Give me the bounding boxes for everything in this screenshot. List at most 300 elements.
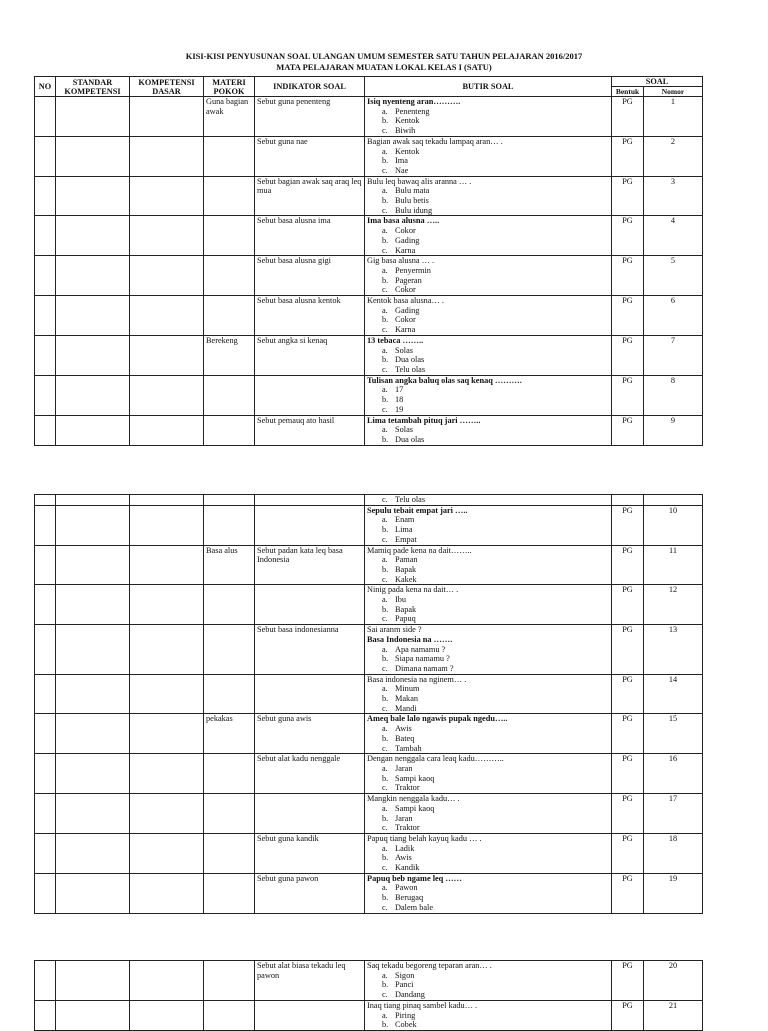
cell-no	[35, 1000, 56, 1030]
answer-option	[382, 285, 609, 295]
option-letter: c.	[382, 902, 388, 912]
option-text: Pawon	[395, 883, 418, 893]
cell-no	[35, 256, 56, 296]
answer-options	[367, 495, 609, 505]
option-text: Cokor	[395, 226, 416, 236]
cell-butir-soal	[365, 375, 612, 415]
option-text: Panci	[395, 980, 414, 990]
cell-indikator	[255, 674, 365, 714]
answer-option	[382, 236, 609, 246]
option-text: Berugaq	[395, 893, 424, 903]
table-row	[35, 833, 703, 873]
cell-materi-pokok	[204, 415, 255, 445]
option-text: 17	[395, 385, 404, 395]
answer-option	[382, 605, 609, 615]
cell-no	[35, 176, 56, 216]
table-row	[35, 335, 703, 375]
answer-option	[382, 614, 609, 624]
header-bentuk: Bentuk	[612, 87, 644, 97]
option-letter: a.	[382, 146, 388, 156]
cell-bentuk: PG	[612, 97, 644, 137]
question-text: Ameq bale lalo ngawis pupak ngedu…..	[367, 714, 508, 724]
answer-option	[382, 971, 609, 981]
option-letter: c.	[382, 823, 388, 833]
table-row	[35, 873, 703, 913]
cell-standar-kompetensi	[56, 585, 130, 625]
cell-bentuk: PG	[612, 873, 644, 913]
cell-bentuk: PG	[612, 833, 644, 873]
option-letter: c.	[382, 783, 388, 793]
option-letter: a.	[382, 763, 388, 773]
header-kompetensi-dasar: KOMPETENSI DASAR	[130, 77, 204, 97]
answer-option	[382, 664, 609, 674]
cell-nomor: 8	[644, 375, 703, 415]
answer-option	[382, 595, 609, 605]
answer-option	[382, 555, 609, 565]
answer-option	[382, 744, 609, 754]
question-text: Sepulu tebait empat jari …..	[367, 505, 468, 515]
option-text: Pageran	[395, 275, 422, 285]
cell-butir-soal	[365, 296, 612, 336]
answer-option	[382, 365, 609, 375]
question-text: Mamiq pade kena na dait……..	[367, 545, 472, 555]
cell-bentuk	[612, 495, 644, 506]
answer-option	[382, 126, 609, 136]
cell-indikator: Sebut bagian awak saq araq leq mua	[255, 176, 365, 216]
question-text: Dengan nenggala cara leaq kadu………..	[367, 754, 504, 764]
option-letter: a.	[382, 106, 388, 116]
option-text: Bateq	[395, 733, 415, 743]
option-letter: c.	[382, 663, 388, 673]
option-text: Biwih	[395, 126, 416, 136]
answer-option	[382, 645, 609, 655]
cell-butir-soal	[365, 505, 612, 545]
option-text: Dimana namam ?	[395, 663, 454, 673]
cell-butir-soal	[365, 97, 612, 137]
cell-no	[35, 545, 56, 585]
option-text: Solas	[395, 345, 413, 355]
question-text: Inaq tiang pinaq sambel kadu… .	[367, 1000, 478, 1010]
answer-options	[367, 595, 609, 624]
answer-option	[382, 355, 609, 365]
cell-butir-soal	[365, 794, 612, 834]
option-text: Dua olas	[395, 434, 425, 444]
option-letter: a.	[382, 385, 388, 395]
option-text: Ibu	[395, 595, 407, 605]
cell-no	[35, 754, 56, 794]
answer-option	[382, 823, 609, 833]
option-letter: a.	[382, 226, 388, 236]
cell-indikator	[255, 794, 365, 834]
cell-standar-kompetensi	[56, 296, 130, 336]
cell-standar-kompetensi	[56, 754, 130, 794]
question-text: Bagian awak saq tekadu lampaq aran… .	[367, 136, 503, 146]
option-text: Jaran	[395, 813, 413, 823]
option-text: Karna	[395, 325, 416, 335]
option-letter: a.	[382, 724, 388, 734]
option-text: Bapak	[395, 604, 417, 614]
cell-no	[35, 794, 56, 834]
option-letter: a.	[382, 515, 388, 525]
table-row	[35, 256, 703, 296]
table-row	[35, 176, 703, 216]
cell-bentuk: PG	[612, 794, 644, 834]
cell-standar-kompetensi	[56, 495, 130, 506]
answer-options	[367, 764, 609, 793]
cell-nomor: 7	[644, 335, 703, 375]
cell-nomor: 19	[644, 873, 703, 913]
cell-bentuk: PG	[612, 754, 644, 794]
cell-kompetensi-dasar	[130, 136, 204, 176]
answer-option	[382, 1020, 609, 1030]
cell-nomor: 16	[644, 754, 703, 794]
answer-option	[382, 883, 609, 893]
answer-option	[382, 734, 609, 744]
answer-options	[367, 804, 609, 833]
answer-options	[367, 724, 609, 753]
cell-standar-kompetensi	[56, 625, 130, 675]
header-no: NO	[35, 77, 56, 97]
answer-option	[382, 226, 609, 236]
document-title: KISI-KISI PENYUSUNAN SOAL ULANGAN UMUM SEMESTER SATU TAHUN PELAJARAN 2016/2017	[185, 51, 583, 61]
answer-options	[367, 425, 609, 444]
cell-bentuk: PG	[612, 585, 644, 625]
option-text: Awis	[395, 724, 412, 734]
cell-indikator	[255, 505, 365, 545]
cell-standar-kompetensi	[56, 961, 130, 1001]
cell-materi-pokok: pekakas	[204, 714, 255, 754]
answer-option	[382, 405, 609, 415]
cell-kompetensi-dasar	[130, 97, 204, 137]
cell-bentuk: PG	[612, 415, 644, 445]
cell-kompetensi-dasar	[130, 216, 204, 256]
option-letter: a.	[382, 595, 388, 605]
answer-options	[367, 346, 609, 375]
answer-option	[382, 346, 609, 356]
answer-option	[382, 694, 609, 704]
cell-standar-kompetensi	[56, 335, 130, 375]
option-letter: a.	[382, 305, 388, 315]
cell-kompetensi-dasar	[130, 873, 204, 913]
cell-indikator: Sebut basa alusna gigi	[255, 256, 365, 296]
question-text: Bulu leq bawaq alis aranna … .	[367, 176, 472, 186]
cell-butir-soal	[365, 545, 612, 585]
option-letter: c.	[382, 495, 388, 504]
cell-butir-soal	[365, 335, 612, 375]
cell-kompetensi-dasar	[130, 625, 204, 675]
cell-no	[35, 216, 56, 256]
cell-standar-kompetensi	[56, 1000, 130, 1030]
option-letter: b.	[382, 654, 389, 664]
cell-bentuk: PG	[612, 375, 644, 415]
option-text: Awis	[395, 853, 412, 863]
table-row	[35, 1000, 703, 1030]
cell-nomor: 4	[644, 216, 703, 256]
cell-standar-kompetensi	[56, 97, 130, 137]
answer-options	[367, 684, 609, 713]
cell-bentuk: PG	[612, 505, 644, 545]
cell-indikator	[255, 1000, 365, 1030]
table-row	[35, 714, 703, 754]
option-text: Dalem bale	[395, 902, 434, 912]
option-text: Solas	[395, 425, 413, 435]
cell-kompetensi-dasar	[130, 495, 204, 506]
cell-indikator: Sebut basa alusna kentok	[255, 296, 365, 336]
option-text: Cokor	[395, 315, 416, 325]
cell-kompetensi-dasar	[130, 375, 204, 415]
table-row	[35, 545, 703, 585]
cell-nomor: 10	[644, 505, 703, 545]
kisi-kisi-table-3	[34, 960, 703, 1031]
cell-kompetensi-dasar	[130, 1000, 204, 1030]
answer-options	[367, 266, 609, 295]
option-text: Bulu mata	[395, 186, 430, 196]
answer-option	[382, 196, 609, 206]
option-text: Gading	[395, 235, 420, 245]
cell-standar-kompetensi	[56, 375, 130, 415]
option-text: Bulu betis	[395, 196, 429, 206]
cell-standar-kompetensi	[56, 794, 130, 834]
header-standar-kompetensi: STANDAR KOMPETENSI	[56, 77, 130, 97]
cell-bentuk: PG	[612, 176, 644, 216]
cell-materi-pokok	[204, 296, 255, 336]
question-text: Papuq tiang belah kayuq kadu … .	[367, 833, 482, 843]
cell-nomor: 20	[644, 961, 703, 1001]
option-letter: b.	[382, 773, 389, 783]
option-letter: b.	[382, 525, 389, 535]
cell-materi-pokok	[204, 505, 255, 545]
cell-no	[35, 714, 56, 754]
cell-standar-kompetensi	[56, 714, 130, 754]
cell-materi-pokok	[204, 674, 255, 714]
option-letter: a.	[382, 425, 388, 435]
cell-butir-soal	[365, 216, 612, 256]
option-text: 19	[395, 404, 404, 414]
option-text: Gading	[395, 305, 420, 315]
table-row	[35, 296, 703, 336]
cell-standar-kompetensi	[56, 505, 130, 545]
option-text: Apa namamu ?	[395, 644, 446, 654]
header-nomor: Nomor	[644, 87, 703, 97]
option-letter: a.	[382, 803, 388, 813]
option-text: Traktor	[395, 783, 420, 793]
answer-option	[382, 156, 609, 166]
option-letter: c.	[382, 126, 388, 136]
cell-bentuk: PG	[612, 625, 644, 675]
cell-standar-kompetensi	[56, 415, 130, 445]
option-letter: b.	[382, 116, 389, 126]
option-text: Telu olas	[395, 364, 426, 374]
cell-kompetensi-dasar	[130, 296, 204, 336]
answer-option	[382, 246, 609, 256]
cell-kompetensi-dasar	[130, 335, 204, 375]
option-text: Ladik	[395, 843, 415, 853]
cell-no	[35, 833, 56, 873]
option-letter: c.	[382, 245, 388, 255]
cell-butir-soal	[365, 714, 612, 754]
option-letter: c.	[382, 990, 388, 1000]
cell-no	[35, 674, 56, 714]
option-text: Sampi kaoq	[395, 773, 435, 783]
cell-materi-pokok	[204, 216, 255, 256]
option-letter: b.	[382, 980, 389, 990]
answer-options	[367, 107, 609, 136]
question-text: Basa indonesia na nginem… .	[367, 674, 467, 684]
answer-option	[382, 515, 609, 525]
cell-butir-soal	[365, 754, 612, 794]
cell-butir-soal	[365, 625, 612, 675]
cell-materi-pokok	[204, 375, 255, 415]
cell-no	[35, 873, 56, 913]
option-letter: c.	[382, 404, 388, 414]
option-letter: a.	[382, 1010, 388, 1020]
table-row	[35, 961, 703, 1001]
answer-option	[382, 783, 609, 793]
option-letter: b.	[382, 355, 389, 365]
option-letter: a.	[382, 345, 388, 355]
cell-indikator: Sebut basa indonesianna	[255, 625, 365, 675]
option-letter: b.	[382, 893, 389, 903]
answer-option	[382, 107, 609, 117]
cell-standar-kompetensi	[56, 216, 130, 256]
option-letter: c.	[382, 285, 388, 295]
question-text: Ninig pada kena na dait… .	[367, 585, 459, 595]
option-text: Penenteng	[395, 106, 430, 116]
option-letter: b.	[382, 156, 389, 166]
answer-option	[382, 435, 609, 445]
option-text: Karna	[395, 245, 416, 255]
option-letter: c.	[382, 364, 388, 374]
cell-standar-kompetensi	[56, 545, 130, 585]
option-text: Penyermin	[395, 265, 431, 275]
cell-no	[35, 415, 56, 445]
answer-option	[382, 525, 609, 535]
cell-kompetensi-dasar	[130, 961, 204, 1001]
answer-option	[382, 206, 609, 216]
cell-standar-kompetensi	[56, 833, 130, 873]
answer-option	[382, 385, 609, 395]
answer-option	[382, 266, 609, 276]
option-letter: c.	[382, 703, 388, 713]
option-letter: b.	[382, 196, 389, 206]
header-materi-pokok: MATERI POKOK	[204, 77, 255, 97]
option-letter: a.	[382, 883, 388, 893]
answer-option	[382, 893, 609, 903]
option-letter: b.	[382, 813, 389, 823]
answer-options	[367, 306, 609, 335]
option-letter: a.	[382, 684, 388, 694]
header-butir-soal: BUTIR SOAL	[365, 77, 612, 97]
cell-materi-pokok	[204, 256, 255, 296]
table-row	[35, 794, 703, 834]
cell-bentuk: PG	[612, 136, 644, 176]
cell-materi-pokok	[204, 873, 255, 913]
option-text: Sigon	[395, 970, 415, 980]
option-letter: c.	[382, 325, 388, 335]
cell-no	[35, 296, 56, 336]
answer-option	[382, 565, 609, 575]
cell-kompetensi-dasar	[130, 505, 204, 545]
cell-indikator: Sebut guna pawon	[255, 873, 365, 913]
answer-option	[382, 116, 609, 126]
option-text: Kentok	[395, 116, 420, 126]
cell-indikator	[255, 585, 365, 625]
cell-indikator: Sebut guna penenteng	[255, 97, 365, 137]
cell-indikator: Sebut alat biasa tekadu leq pawon	[255, 961, 365, 1001]
option-text: Empat	[395, 534, 417, 544]
option-text: Siapa namamu ?	[395, 654, 450, 664]
cell-materi-pokok	[204, 754, 255, 794]
answer-options	[367, 147, 609, 176]
cell-nomor: 1	[644, 97, 703, 137]
option-letter: c.	[382, 165, 388, 175]
cell-nomor	[644, 495, 703, 506]
question-text: Isiq nyenteng aran……….	[367, 97, 461, 106]
option-letter: a.	[382, 186, 388, 196]
option-letter: b.	[382, 315, 389, 325]
table-row	[35, 415, 703, 445]
cell-indikator: Sebut angka si kenaq	[255, 335, 365, 375]
cell-nomor: 21	[644, 1000, 703, 1030]
cell-indikator: Sebut guna nae	[255, 136, 365, 176]
answer-option	[382, 863, 609, 873]
answer-option	[382, 704, 609, 714]
option-letter: b.	[382, 275, 389, 285]
answer-option	[382, 395, 609, 405]
cell-materi-pokok: Berekeng	[204, 335, 255, 375]
answer-options	[367, 515, 609, 544]
answer-options	[367, 645, 609, 674]
question-text: Papuq beb ngame leq ……	[367, 873, 462, 883]
cell-materi-pokok: Guna bagian awak	[204, 97, 255, 137]
cell-butir-soal	[365, 961, 612, 1001]
option-letter: c.	[382, 614, 388, 624]
cell-standar-kompetensi	[56, 136, 130, 176]
answer-options	[367, 555, 609, 584]
cell-bentuk: PG	[612, 296, 644, 336]
cell-standar-kompetensi	[56, 873, 130, 913]
cell-indikator: Sebut alat kadu nenggale	[255, 754, 365, 794]
cell-kompetensi-dasar	[130, 714, 204, 754]
option-text: Lima	[395, 525, 413, 535]
option-text: Minum	[395, 684, 420, 694]
answer-option	[382, 166, 609, 176]
cell-indikator: Sebut guna awis	[255, 714, 365, 754]
cell-materi-pokok	[204, 585, 255, 625]
table-row	[35, 136, 703, 176]
cell-nomor: 17	[644, 794, 703, 834]
option-text: Paman	[395, 555, 418, 565]
cell-nomor: 14	[644, 674, 703, 714]
cell-bentuk: PG	[612, 545, 644, 585]
answer-option	[382, 764, 609, 774]
option-letter: c.	[382, 863, 388, 873]
cell-bentuk: PG	[612, 335, 644, 375]
cell-no	[35, 505, 56, 545]
option-letter: c.	[382, 205, 388, 215]
answer-option	[382, 990, 609, 1000]
option-text: Piring	[395, 1010, 416, 1020]
answer-option	[382, 980, 609, 990]
answer-options	[367, 186, 609, 215]
option-text: Mandi	[395, 703, 417, 713]
answer-option	[382, 495, 609, 505]
answer-options	[367, 844, 609, 873]
option-letter: a.	[382, 265, 388, 275]
option-text: Kentok	[395, 146, 420, 156]
option-text: Dandang	[395, 990, 425, 1000]
cell-indikator: Sebut basa alusna ima	[255, 216, 365, 256]
